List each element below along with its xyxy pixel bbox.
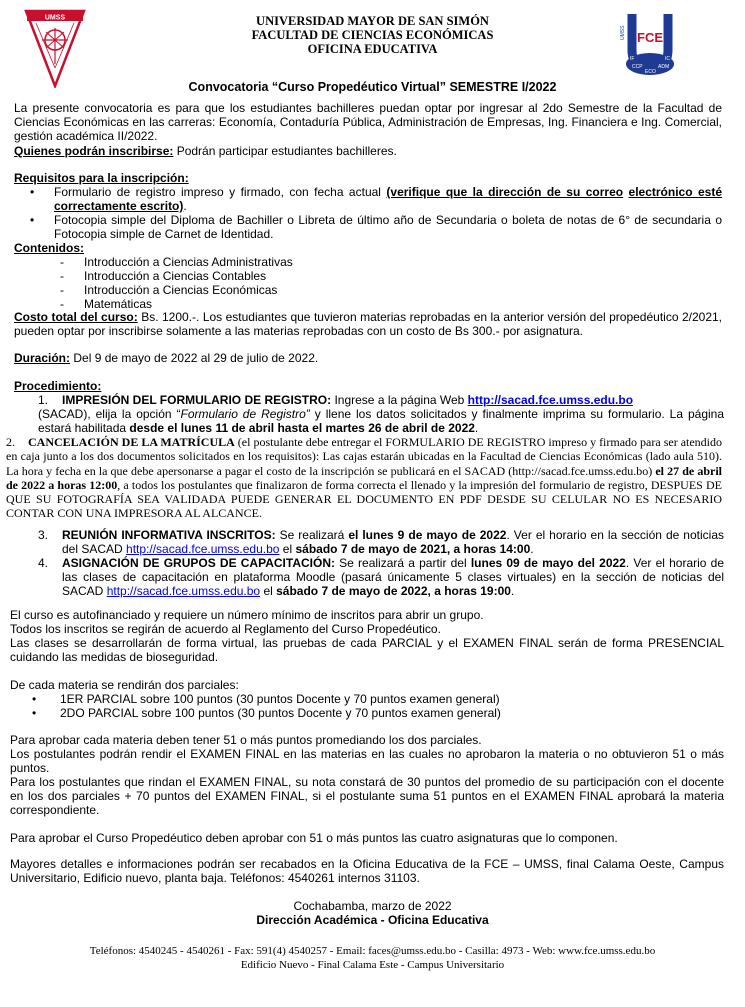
fce-logo-main: FCE (637, 30, 663, 45)
parcial-item: 1ER PARCIAL sobre 100 puntos (30 puntos Docente y 70 puntos examen general) (60, 692, 500, 706)
aprobacion-line-4: Para aprobar el Curso Propedéutico deben aprobar con 51 o más puntos las cuatro asignaturas que lo componen. (10, 831, 618, 845)
step-number: 4. (38, 556, 49, 570)
document-title: Convocatoria “Curso Propedéutico Virtual” SEMESTRE I/2022 (188, 80, 557, 94)
costo-text: Bs. 1200.-. Los estudiantes que tuvieron materias reprobadas en la anterior versión del propedéutico 2/2021, pueden optar por inscribirse solamente a las materias reprobadas con un costo de Bs 300.- por asignatura. (14, 310, 722, 338)
contenido-item: Introducción a Ciencias Económicas (84, 283, 278, 297)
parciales-intro: De cada materia se rendirán dos parciales: (10, 678, 239, 692)
step-4-text-b: . Ver el horario de las clases de capacitación en plataforma Moodle (pasará únicamente 5 clases virtuales) en la sección de noticias del SACAD (62, 556, 724, 598)
requisito-1-bold-a: (verifique que la dirección de su correo (386, 185, 624, 199)
intro-paragraph: La presente convocatoria es para que los estudiantes bachilleres puedan optar por ingresar al 2do Semestre de la Facultad de Ciencias Económicas en las carreras: Economía, Contaduría Pública, Administración de Empresas, Ing. Financiera e Ing. Comercial, gestión académica II/2022. (14, 101, 722, 143)
general-line-1: El curso es autofinanciado y requiere un número mínimo de inscritos para abrir un grupo. (10, 608, 484, 622)
step-1 (62, 393, 724, 407)
requisito-1-bold-b: electrónico esté correctamente escrito) (54, 185, 723, 213)
aprobacion-block (10, 733, 724, 845)
sacad-link[interactable]: http://sacad.fce.umss.edu.bo (126, 542, 280, 556)
step-4-title: ASIGNACIÓN DE GRUPOS DE CAPACITACIÓN: (62, 556, 335, 570)
step-3-title: REUNIÓN INFORMATIVA INSCRITOS: (62, 528, 276, 542)
contenido-item: Introducción a Ciencias Contables (84, 269, 267, 283)
step-number: 2. (6, 435, 15, 449)
quienes-text: Podrán participar estudiantes bachilleres. (173, 144, 397, 158)
step-3-text-a: Se realizará (275, 528, 349, 542)
step-number: 1. (38, 393, 49, 407)
duracion-label: Duración: (14, 351, 71, 365)
umss-logo (24, 8, 86, 88)
bullet-icon: • (32, 706, 37, 720)
requisitos-label (14, 171, 189, 185)
aprobacion-line-2: Los postulantes podrán rendir el EXAMEN FINAL en las materias en las cuales no aprobaron la materia o no obtuvieron 51 o más puntos. (10, 747, 724, 775)
step-4-date: lunes 09 de mayo del 2022 (470, 556, 626, 570)
step-1-text-c: y llene los datos solicitados y finalmente imprima su formulario. La página estará habilitada (38, 407, 725, 435)
procedimiento-label (14, 379, 101, 393)
step-4 (62, 556, 724, 598)
requisito-item-2: Fotocopia simple del Diploma de Bachiller o Libreta de último año de Secundaria o boleta de notas de 6° de secundaria o Fotocopia simple de Carnet de Identidad. (54, 213, 722, 241)
contenidos-dash: - (60, 255, 64, 269)
step-3-text-c: el (279, 542, 296, 556)
header (180, 14, 565, 56)
procedimiento-label-text: Procedimiento: (14, 379, 102, 393)
contenidos-dash: - (60, 283, 64, 297)
requisitos-label-text: Requisitos para la inscripción: (14, 171, 189, 185)
contenido-item: Introducción a Ciencias Administrativas (84, 255, 293, 269)
faculty-name: FACULTAD DE CIENCIAS ECONÓMICAS (251, 28, 494, 42)
contenido-item: Matemáticas (84, 297, 153, 311)
contenidos-label-text: Contenidos: (14, 241, 84, 255)
costo-paragraph (14, 310, 722, 338)
step-4-text-a: Se realizará a partir del (334, 556, 471, 570)
fce-ring-eco: ECO (645, 69, 656, 75)
fce-ring-adm: ADM (658, 64, 670, 70)
step-4-date-2: sábado 7 de mayo de 2022, a horas 19:00 (276, 584, 511, 598)
step-1-dates: desde el lunes 11 de abril hasta el martes 26 de abril de 2022 (129, 421, 475, 435)
detalles-paragraph: Mayores detalles e informaciones podrán ser recabados en la Oficina Educativa de la FCE – UMSS, final Calama Oeste, Campus Universitario, Edificio nuevo, planta baja. Teléfonos: 4540261 internos 31103. (10, 857, 724, 885)
quienes-line (14, 144, 722, 158)
contenidos-dash: - (60, 269, 64, 283)
step-2-title: CANCELACIÓN DE LA MATRÍCULA (28, 435, 235, 449)
duracion-text: Del 9 de mayo de 2022 al 29 de julio de 2022. (70, 351, 319, 365)
costo-label: Costo total del curso: (14, 310, 138, 324)
aprobacion-line-3: Para los postulantes que rindan el EXAMEN FINAL, su nota constará de 30 puntos del promedio de su participación con el docente en los dos parciales + 70 puntos del EXAMEN FINAL, si el postulante suma 51 puntos en el EXAMEN FINAL aprobará la materia correspondiente. (10, 775, 724, 817)
requisito-1-text: Formulario de registro impreso y firmado, con fecha actual (54, 185, 387, 199)
step-1-end: . (474, 421, 479, 435)
requisito-1-end: . (183, 199, 187, 213)
bullet-icon: • (30, 213, 35, 227)
step-3-date-2: sábado 7 de mayo de 2021, a horas 14:00 (295, 542, 531, 556)
fce-logo (618, 10, 682, 82)
step-4-end: . (510, 584, 515, 598)
signature-block (0, 899, 745, 927)
step-3-end: . (530, 542, 534, 556)
fce-ring-if: IF (630, 56, 635, 62)
step-1-text-b: (SACAD), elija la opción “ (38, 407, 181, 421)
fce-ring-ic: IC (665, 56, 670, 62)
fce-logo-side: UMSS (620, 25, 626, 40)
footer-address: Edificio Nuevo - Final Calama Este - Campus Universitario (240, 959, 505, 971)
fce-ring-ccp: CCP (632, 64, 643, 70)
requisito-item-1 (54, 185, 722, 213)
step-2 (6, 435, 722, 521)
step-number: 3. (38, 528, 49, 542)
step-3-date: el lunes 9 de mayo de 2022 (348, 528, 507, 542)
place-date: Cochabamba, marzo de 2022 (293, 899, 452, 913)
sacad-link[interactable]: http://sacad.fce.umss.edu.bo (467, 393, 634, 407)
step-3 (62, 528, 724, 556)
step-2-text-a: (el postulante debe entregar el FORMULARIO DE REGISTRO impreso y firmado para ser atendido en caja junto a los dos documentos solicitados en los requisitos): Las cajas estarán ubicadas en la Facultad de Ciencias Económicas (lado aula 510). La hora y fecha en la que debe apersonarse a pagar el costo de la inscripción se publicará en el SACAD (http://sacad.fce.umss.edu.bo) (6, 435, 723, 478)
step-1-continued (38, 407, 724, 435)
office-name: OFICINA EDUCATIVA (307, 42, 438, 56)
step-1-title: IMPRESIÓN DEL FORMULARIO DE REGISTRO: (62, 393, 332, 407)
general-line-2: Todos los inscritos se regirán de acuerdo al Reglamento del Curso Propedéutico. (10, 622, 441, 636)
step-3-text-b: . Ver el horario en la sección de noticias del SACAD (62, 528, 724, 556)
bullet-icon: • (30, 185, 35, 199)
footer-contacts: Teléfonos: 4540245 - 4540261 - Fax: 591(4) 4540257 - Email: faces@umss.edu.bo - Casilla: 4973 - Web: www.fce.umss.edu.bo (89, 945, 656, 957)
quienes-label: Quienes podrán inscribirse: (14, 144, 174, 158)
footer (0, 944, 745, 972)
fce-emblem-icon (618, 10, 682, 82)
step-4-text-c: el (260, 584, 277, 598)
contenidos-label (14, 241, 84, 255)
university-name: UNIVERSIDAD MAYOR DE SAN SIMÓN (256, 14, 489, 28)
contenidos-dash: - (60, 297, 64, 311)
aprobacion-line-1: Para aprobar cada materia deben tener 51 o más puntos promediando los dos parciales. (10, 733, 482, 747)
sacad-link[interactable]: http://sacad.fce.umss.edu.bo (106, 584, 261, 598)
parcial-item: 2DO PARCIAL sobre 100 puntos (30 puntos Docente y 70 puntos examen general) (60, 706, 501, 720)
general-block (10, 608, 724, 664)
duracion-line (14, 351, 318, 365)
step-2-text-b: , a todos los postulantes que finalizaron de forma correcta el llenado y la impresión del formulario de registro, DESPUES DE QUE SU FOTOGRAFÍA SEA VALIDADA PUEDE GENERAR EL DOCUMENTO EN PDF DESDE SU CELULAR NO ES NECESARIO CONTAR CON UNA IMPRESORA AL ALCANCE. (6, 477, 722, 521)
signing-office: Dirección Académica - Oficina Educativa (256, 913, 489, 927)
step-1-text-a: Ingrese a la página Web (331, 393, 468, 407)
umss-logo-text: UMSS (44, 14, 66, 22)
general-line-3: Las clases se desarrollarán de forma virtual, las pruebas de cada PARCIAL y el EXAMEN FINAL serán de forma PRESENCIAL cuidando las medidas de bioseguridad. (10, 636, 724, 664)
umss-shield-icon (24, 8, 86, 88)
bullet-icon: • (32, 692, 37, 706)
step-2-date: el 27 de abril de 2022 a horas 12:00 (6, 463, 722, 492)
step-1-italic: Formulario de Registro” (180, 407, 310, 421)
